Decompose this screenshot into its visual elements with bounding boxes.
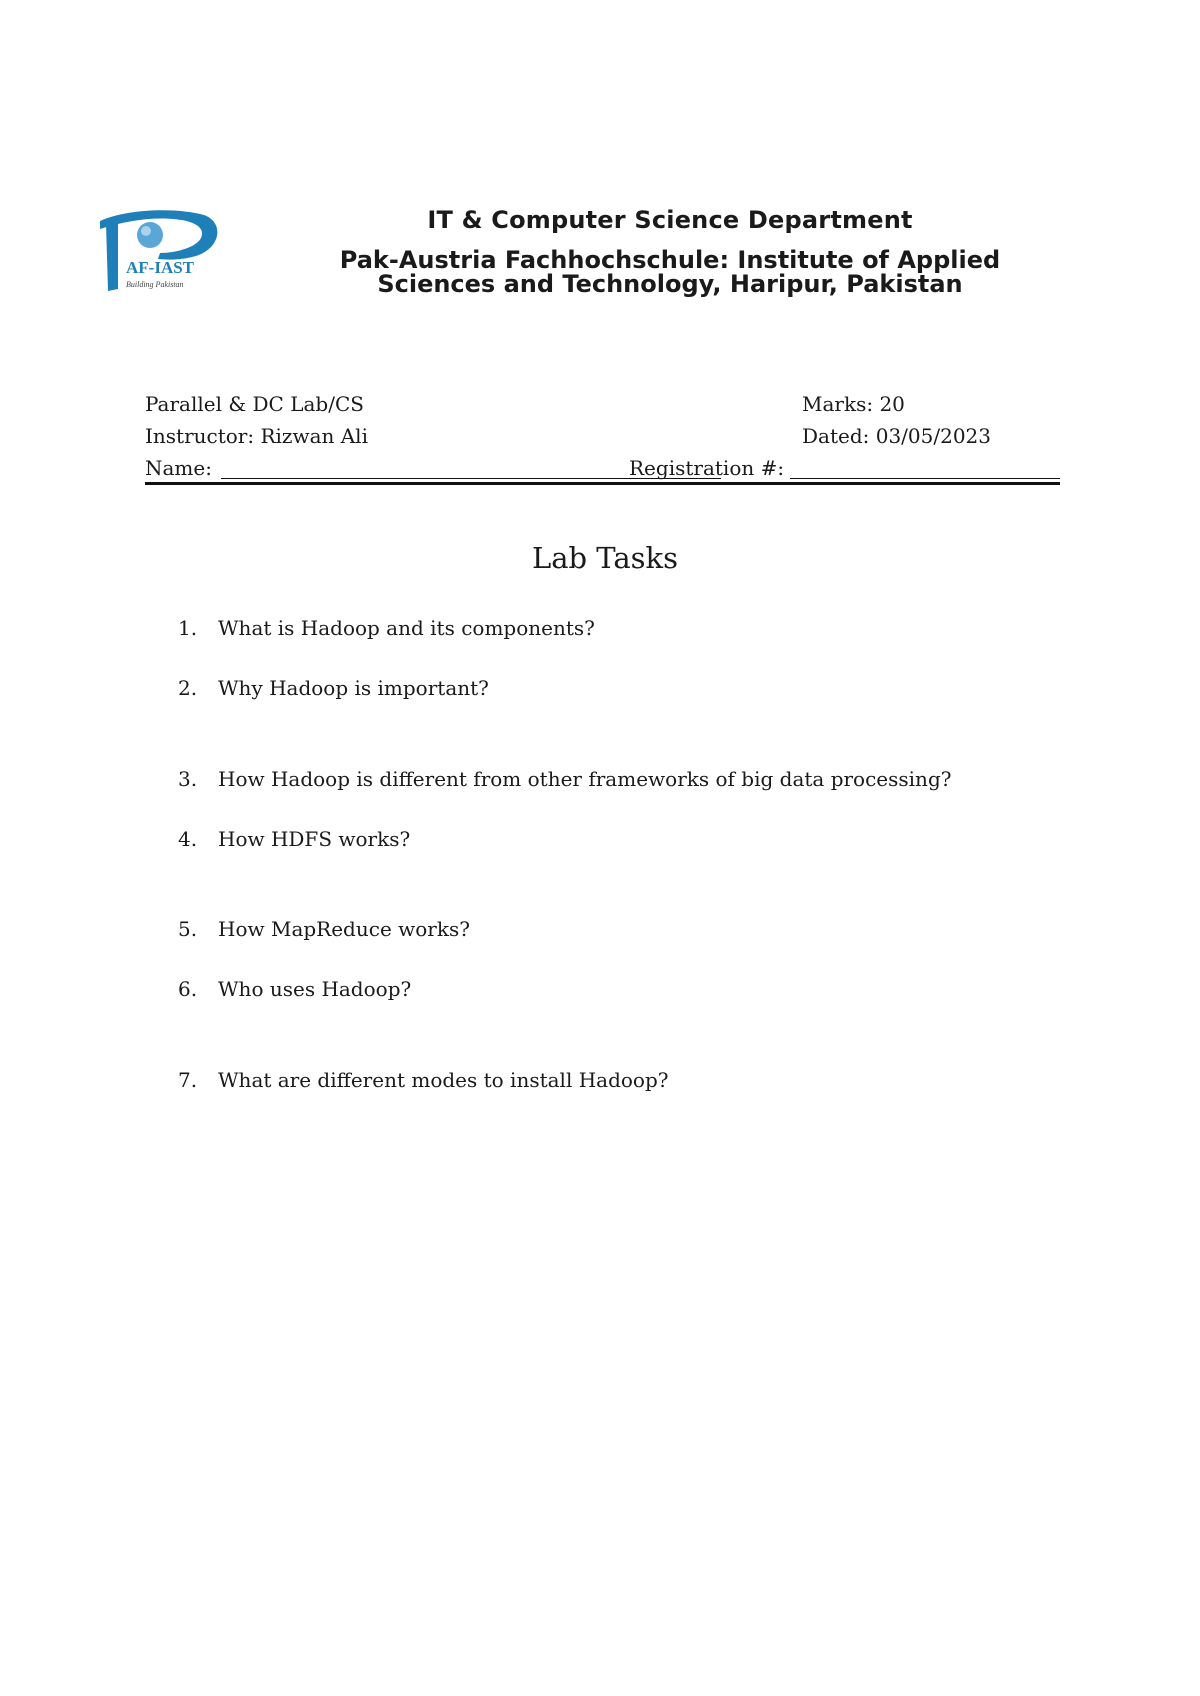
task-text: How HDFS works? [218, 827, 411, 851]
marks: Marks: 20 [802, 392, 905, 416]
task-item [178, 767, 951, 791]
department-title: IT & Computer Science Department [427, 206, 913, 234]
task-item [178, 1068, 668, 1092]
task-item [178, 917, 470, 941]
name-registration-row [145, 456, 1060, 485]
task-text: What is Hadoop and its components? [218, 616, 595, 640]
task-text: Why Hadoop is important? [218, 676, 489, 700]
logo-tagline: Building Pakistan [126, 280, 184, 289]
date: Dated: 03/05/2023 [802, 424, 992, 448]
task-number: 4. [178, 827, 198, 851]
task-number: 3. [178, 767, 198, 791]
task-item [178, 676, 489, 700]
task-item [178, 827, 410, 851]
logo-text: AF-IAST [126, 258, 195, 277]
task-number: 2. [178, 676, 198, 700]
task-item [178, 616, 595, 640]
institute-name [300, 248, 1040, 296]
task-text: How MapReduce works? [218, 917, 470, 941]
paf-iast-logo [96, 205, 226, 297]
task-number: 7. [178, 1068, 198, 1092]
registration-label: Registration #: [629, 456, 785, 480]
course-name: Parallel & DC Lab/CS [145, 392, 364, 416]
lab-tasks-title: Lab Tasks [531, 541, 679, 575]
registration-blank[interactable] [790, 478, 1060, 479]
task-number: 5. [178, 917, 198, 941]
institute-line-1: Pak-Austria Fachhochschule: Institute of Applied [339, 246, 1001, 274]
task-number: 6. [178, 977, 198, 1001]
task-number: 1. [178, 616, 198, 640]
task-text: How Hadoop is different from other frameworks of big data processing? [218, 767, 952, 791]
instructor-name: Instructor: Rizwan Ali [145, 424, 368, 448]
name-label: Name: [145, 456, 212, 480]
institute-line-2: Sciences and Technology, Haripur, Pakistan [377, 270, 963, 298]
task-text: Who uses Hadoop? [218, 977, 412, 1001]
task-text: What are different modes to install Hadoop? [218, 1068, 669, 1092]
task-item [178, 977, 411, 1001]
